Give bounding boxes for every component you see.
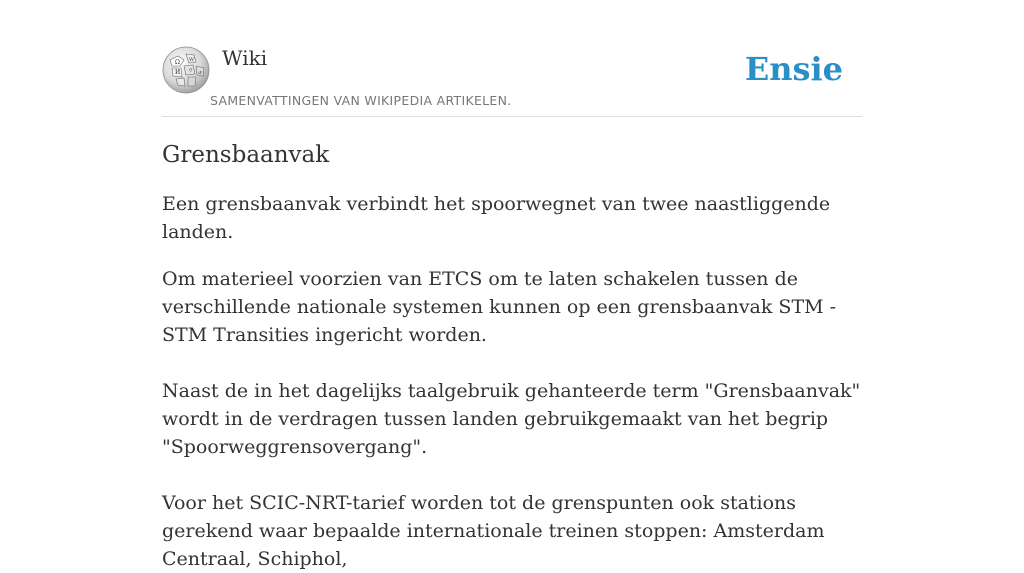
site-name[interactable]: Wiki: [222, 46, 268, 70]
svg-text:Ω: Ω: [175, 59, 180, 66]
svg-text:W: W: [189, 57, 195, 63]
article-intro: Een grensbaanvak verbindt het spoorwegnet van twee naastliggende landen.: [162, 193, 831, 243]
ensie-brand-link[interactable]: Ensie: [744, 50, 843, 88]
article-paragraph: Naast de in het dagelijks taalgebruik gehanteerde term "Grensbaanvak" wordt in de verdragen tussen landen gebruikgemaakt van het begrip "Spoorweggrensovergang".: [162, 380, 861, 458]
svg-text:ウ: ウ: [188, 68, 194, 74]
wikipedia-globe-icon[interactable]: [162, 46, 210, 94]
svg-text:ي: ي: [198, 69, 202, 75]
article-paragraph: Om materieel voorzien van ETCS om te laten schakelen tussen de verschillende nationale systemen kunnen op een grensbaanvak STM - STM Transities ingericht worden.: [162, 268, 837, 346]
site-tagline: SAMENVATTINGEN VAN WIKIPEDIA ARTIKELEN.: [210, 93, 512, 108]
article-paragraph: Voor het SCIC-NRT-tarief worden tot de grenspunten ook stations gerekend waar bepaalde internationale treinen stoppen: Amsterdam Centraal, Schiphol,: [162, 492, 825, 570]
page-title: Grensbaanvak: [162, 142, 330, 168]
svg-text:И: И: [175, 69, 181, 76]
article-body: [162, 265, 862, 573]
page: [162, 0, 862, 573]
site-header: [162, 0, 862, 117]
